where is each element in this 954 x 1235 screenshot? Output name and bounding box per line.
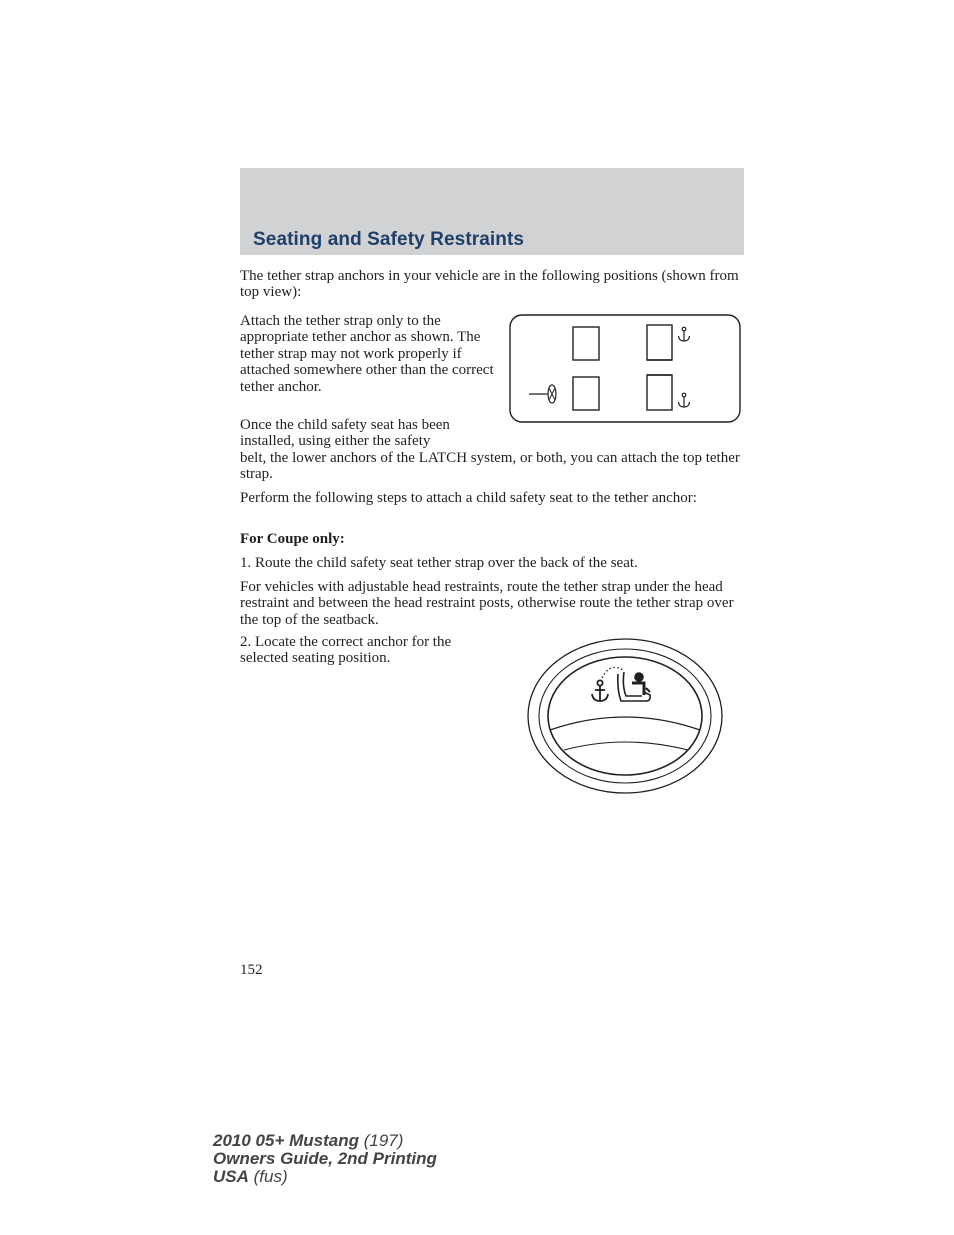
footer-line-3 (213, 1168, 437, 1186)
section-header-band (240, 168, 744, 255)
head-restraint-paragraph: For vehicles with adjustable head restraints, route the tether strap under the head restraint and between the head restraint posts, otherwise route the tether strap over the top of the seatback. (240, 579, 734, 628)
steps-intro-paragraph: Perform the following steps to attach a child safety seat to the tether anchor: (240, 490, 697, 506)
child-seat-icon (618, 672, 650, 701)
tether-anchor-cover-illustration (526, 638, 724, 796)
step-1: 1. Route the child safety seat tether strap over the back of the seat. (240, 555, 638, 571)
intro-paragraph: The tether strap anchors in your vehicle are in the following positions (shown from top view): (240, 268, 739, 301)
footer-model-code: (197) (359, 1131, 404, 1150)
tether-anchor-icon (679, 327, 690, 341)
front-passenger-seat (573, 327, 599, 360)
document-footer (213, 1132, 437, 1186)
footer-market: USA (213, 1167, 249, 1186)
rear-seat-right (647, 325, 672, 360)
installed-paragraph-end: belt, the lower anchors of the LATCH system, or both, you can attach the top tether strap. (240, 450, 740, 483)
section-title: Seating and Safety Restraints (253, 229, 525, 250)
driver-seat (573, 377, 599, 410)
step-2: 2. Locate the correct anchor for the selected seating position. (240, 634, 452, 667)
footer-market-code: (fus) (248, 1167, 288, 1186)
page-number: 152 (240, 962, 263, 978)
tether-anchor-diagram (509, 314, 742, 424)
tether-route-dotted-arc (602, 667, 623, 678)
footer-line-2: Owners Guide, 2nd Printing (213, 1149, 437, 1168)
attach-paragraph: Attach the tether strap only to the appropriate tether anchor as shown. The tether strap may not work properly if attached somewhere other than the correct tether anchor. (240, 313, 494, 395)
coupe-subheading: For Coupe only: (240, 531, 345, 547)
tether-anchor-icon (679, 393, 690, 407)
footer-line-1 (213, 1132, 437, 1150)
tether-anchor-icon (592, 680, 608, 701)
rear-seat-left (647, 375, 672, 410)
steering-wheel-icon (529, 385, 556, 403)
footer-model: 2010 05+ Mustang (213, 1131, 359, 1150)
installed-paragraph-start: Once the child safety seat has been installed, using either the safety (240, 417, 450, 450)
